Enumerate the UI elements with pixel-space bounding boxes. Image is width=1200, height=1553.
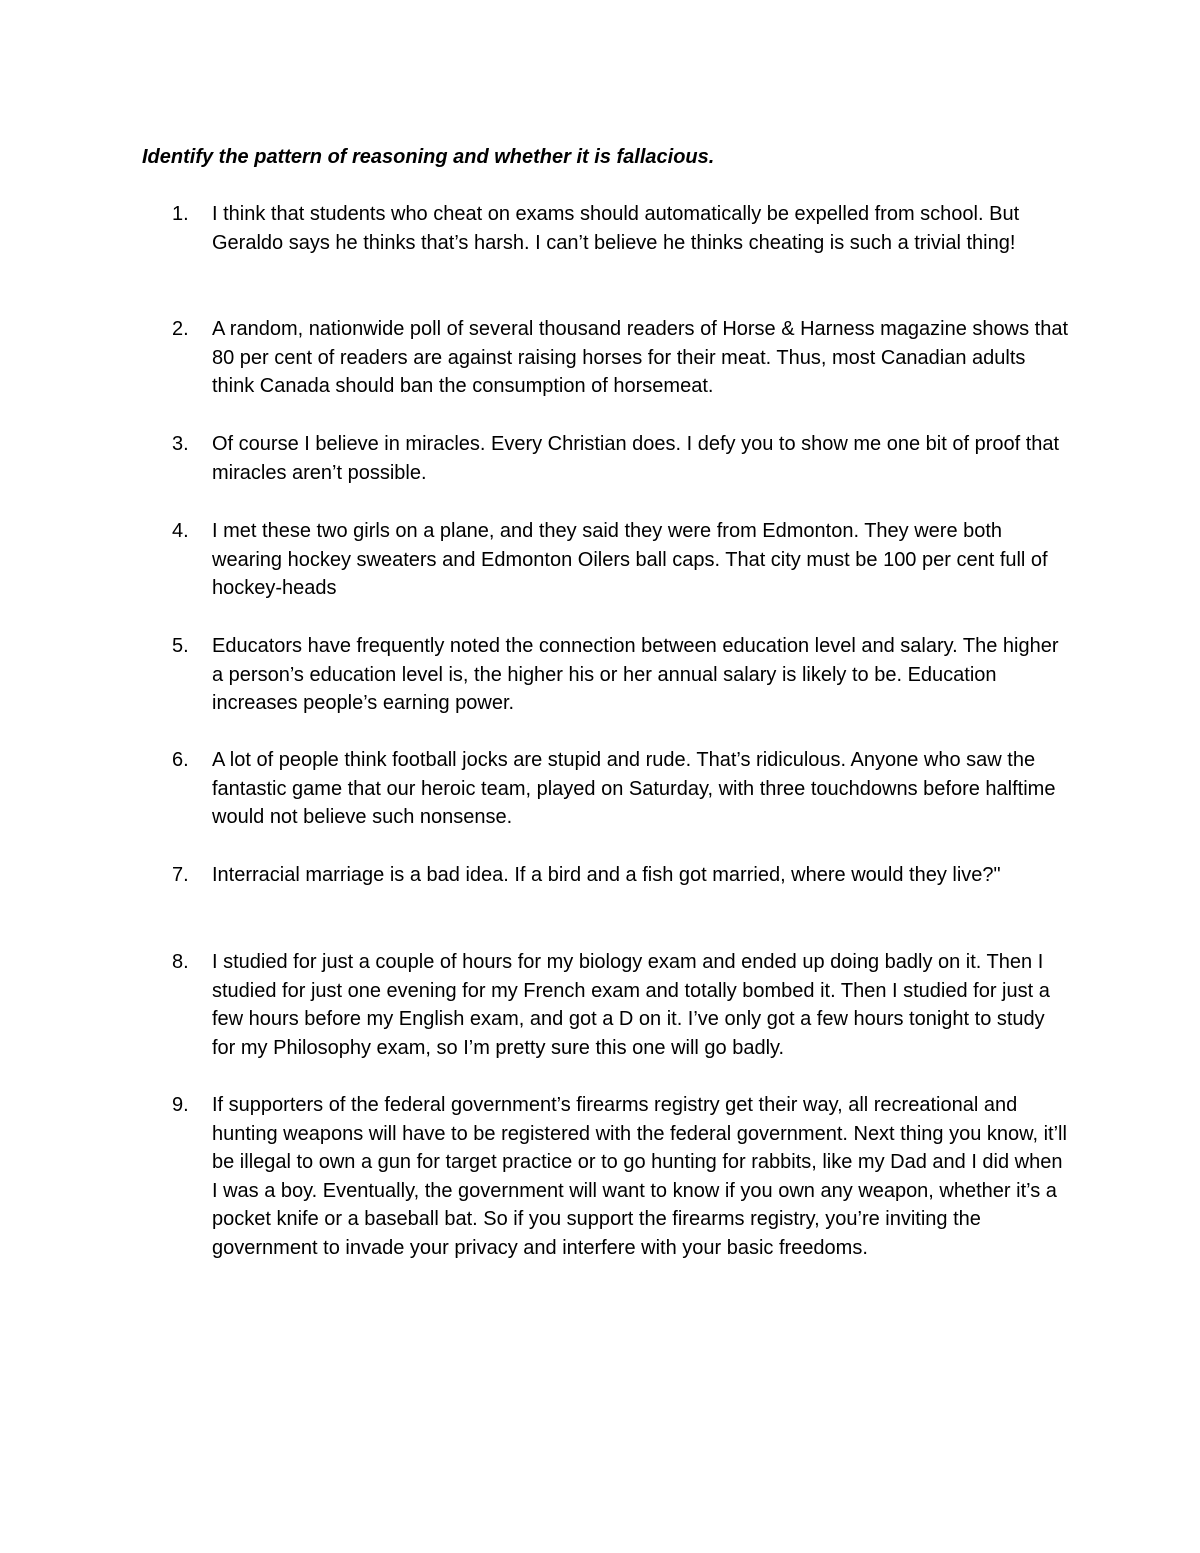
- question-text: I studied for just a couple of hours for my biology exam and ended up doing badly on it. Then I studied for just one evening for my French exam and totally bombed it. Then I studied for just a few hours before my English exam, and got a D on it. I’ve only got a few hours tonight to study for my Philosophy exam, so I’m pretty sure this one will go badly.: [212, 951, 1050, 1059]
- question-text: If supporters of the federal government’s firearms registry get their way, all recreational and hunting weapons will have to be registered with the federal government. Next thing you know, it’ll be illegal to own a gun for target practice or to go hunting for rabbits, like my Dad and I did when I was a boy. Eventually, the government will want to know if you own any weapon, whether it’s a pocket knife or a baseball bat. So if you support the firearms registry, you’re inviting the government to invade your privacy and interfere with your basic freedoms.: [212, 1094, 1067, 1259]
- question-item: [172, 861, 1072, 890]
- question-item: [172, 948, 1072, 1062]
- question-number: 7.: [172, 864, 189, 886]
- question-number: 2.: [172, 318, 189, 340]
- question-number: 6.: [172, 749, 189, 771]
- question-item: [172, 746, 1072, 832]
- question-number: 4.: [172, 520, 189, 542]
- question-text: A lot of people think football jocks are stupid and rude. That’s ridiculous. Anyone who saw the fantastic game that our heroic team, played on Saturday, with three touchdowns before halftime would not believe such nonsense.: [212, 749, 1056, 829]
- question-text: I met these two girls on a plane, and they said they were from Edmonton. They were both wearing hockey sweaters and Edmonton Oilers ball caps. That city must be 100 per cent full of hockey-heads: [212, 520, 1048, 600]
- question-item: [172, 1091, 1072, 1263]
- question-number: 5.: [172, 635, 189, 657]
- question-number: 1.: [172, 203, 189, 225]
- question-number: 3.: [172, 433, 189, 455]
- instruction-heading: Identify the pattern of reasoning and whether it is fallacious.: [142, 146, 715, 168]
- question-text: Of course I believe in miracles. Every Christian does. I defy you to show me one bit of proof that miracles aren’t possible.: [212, 433, 1060, 484]
- question-item: [172, 517, 1072, 603]
- question-number: 8.: [172, 951, 189, 973]
- question-item: [172, 315, 1072, 401]
- question-text: I think that students who cheat on exams should automatically be expelled from school. But Geraldo says he thinks that’s harsh. I can’t believe he thinks cheating is such a trivial thing!: [212, 203, 1020, 254]
- question-item: [172, 430, 1072, 487]
- question-number: 9.: [172, 1094, 189, 1116]
- question-item: [172, 632, 1072, 718]
- question-text: Educators have frequently noted the connection between education level and salary. The higher a person’s education level is, the higher his or her annual salary is likely to be. Education increases people’s earning power.: [212, 635, 1059, 715]
- question-text: Interracial marriage is a bad idea. If a bird and a fish got married, where would they live?": [212, 864, 1001, 886]
- question-text: A random, nationwide poll of several thousand readers of Horse & Harness magazine shows that 80 per cent of readers are against raising horses for their meat. Thus, most Canadian adults think Canada should ban the consumption of horsemeat.: [212, 318, 1069, 398]
- question-item: [172, 200, 1072, 257]
